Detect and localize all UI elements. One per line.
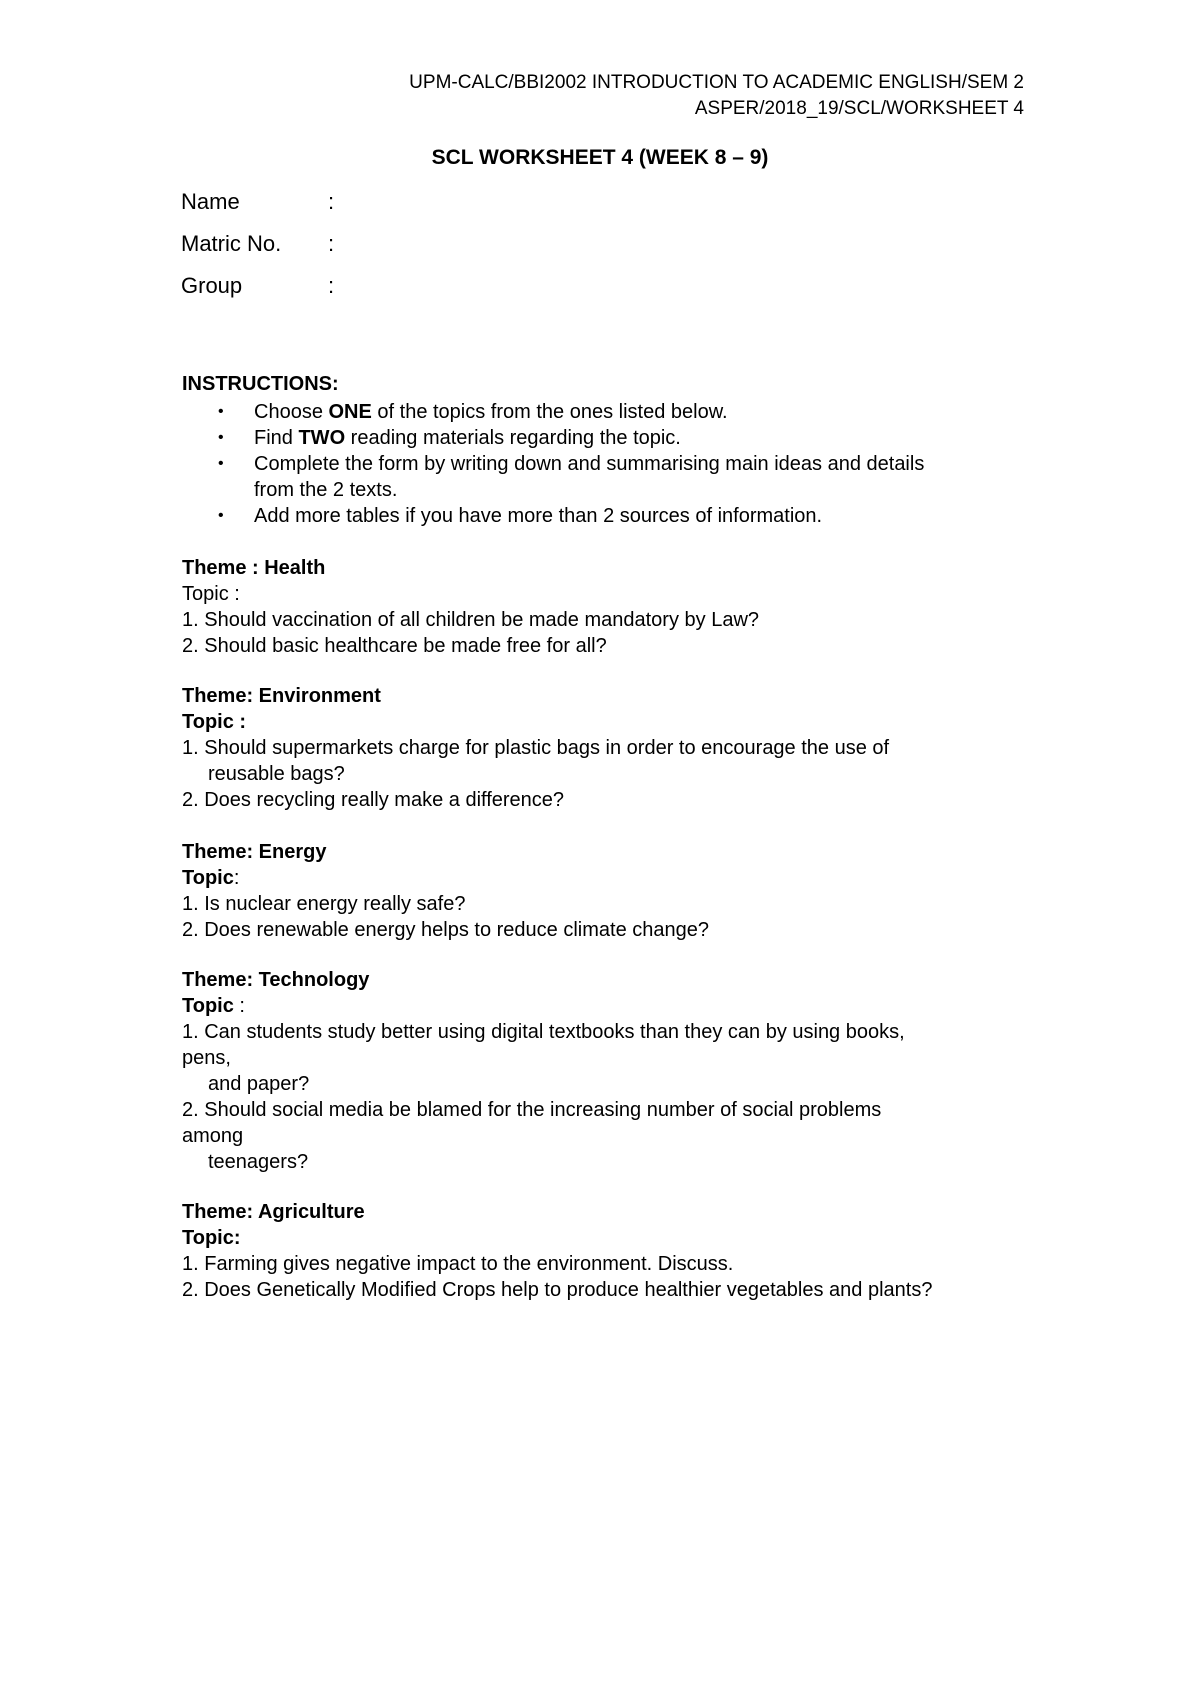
theme-agriculture-topic-label: Topic: xyxy=(182,1227,241,1249)
theme-energy-question-2: 2. Does renewable energy helps to reduce climate change? xyxy=(182,919,709,941)
matric-colon: : xyxy=(328,231,335,256)
worksheet-title: SCL WORKSHEET 4 (WEEK 8 – 9) xyxy=(431,146,769,169)
bullet-icon: • xyxy=(218,507,224,524)
matric-label: Matric No. xyxy=(181,231,282,256)
instruction-item-3-line-1: Complete the form by writing down and summarising main ideas and details xyxy=(254,453,925,475)
instruction-item-2: Find TWO reading materials regarding the topic. xyxy=(254,427,681,449)
theme-technology-question-2: 2. Should social media be blamed for the increasing number of social problems xyxy=(182,1099,882,1121)
bullet-icon: • xyxy=(218,455,224,472)
name-label: Name xyxy=(181,189,240,214)
theme-technology-question-1-cont-a: pens, xyxy=(182,1047,231,1069)
theme-environment-heading: Theme: Environment xyxy=(182,685,381,707)
theme-environment-question-2: 2. Does recycling really make a difference? xyxy=(182,789,565,811)
instruction-item-1: Choose ONE of the topics from the ones listed below. xyxy=(254,401,728,423)
theme-health-topic-label: Topic : xyxy=(182,583,240,605)
theme-health-heading: Theme : Health xyxy=(182,557,326,579)
theme-health-question-2: 2. Should basic healthcare be made free for all? xyxy=(182,635,607,657)
theme-environment-topic-label: Topic : xyxy=(182,711,247,733)
name-colon: : xyxy=(328,189,335,214)
bullet-icon: • xyxy=(218,429,224,446)
instruction-item-4: Add more tables if you have more than 2 sources of information. xyxy=(254,505,823,527)
theme-technology-heading: Theme: Technology xyxy=(182,969,370,991)
instruction-item-3-line-2: from the 2 texts. xyxy=(254,479,398,501)
bullet-icon: • xyxy=(218,403,224,420)
group-label: Group xyxy=(181,273,243,298)
group-colon: : xyxy=(328,273,335,298)
theme-health-question-1: 1. Should vaccination of all children be made mandatory by Law? xyxy=(182,609,760,631)
theme-environment-question-1-cont: reusable bags? xyxy=(208,763,345,785)
theme-agriculture-question-2: 2. Does Genetically Modified Crops help to produce healthier vegetables and plants? xyxy=(182,1279,933,1301)
theme-agriculture-question-1: 1. Farming gives negative impact to the environment. Discuss. xyxy=(182,1253,734,1275)
theme-energy-heading: Theme: Energy xyxy=(182,841,327,863)
theme-technology-topic-label: Topic : xyxy=(182,995,245,1017)
theme-technology-question-1-cont-b: and paper? xyxy=(208,1073,310,1095)
instructions-heading: INSTRUCTIONS: xyxy=(182,373,339,395)
theme-energy-question-1: 1. Is nuclear energy really safe? xyxy=(182,893,466,915)
theme-agriculture-heading: Theme: Agriculture xyxy=(182,1201,365,1223)
theme-technology-question-1: 1. Can students study better using digital textbooks than they can by using books, xyxy=(182,1021,905,1043)
theme-environment-question-1: 1. Should supermarkets charge for plastic bags in order to encourage the use of xyxy=(182,737,890,759)
document-header-line-1: UPM-CALC/BBI2002 INTRODUCTION TO ACADEMIC ENGLISH/SEM 2 xyxy=(409,72,1024,93)
theme-technology-question-2-cont-b: teenagers? xyxy=(208,1151,309,1173)
theme-energy-topic-label: Topic: xyxy=(182,867,240,889)
document-header-line-2: ASPER/2018_19/SCL/WORKSHEET 4 xyxy=(694,98,1024,119)
theme-technology-question-2-cont-a: among xyxy=(182,1125,244,1147)
